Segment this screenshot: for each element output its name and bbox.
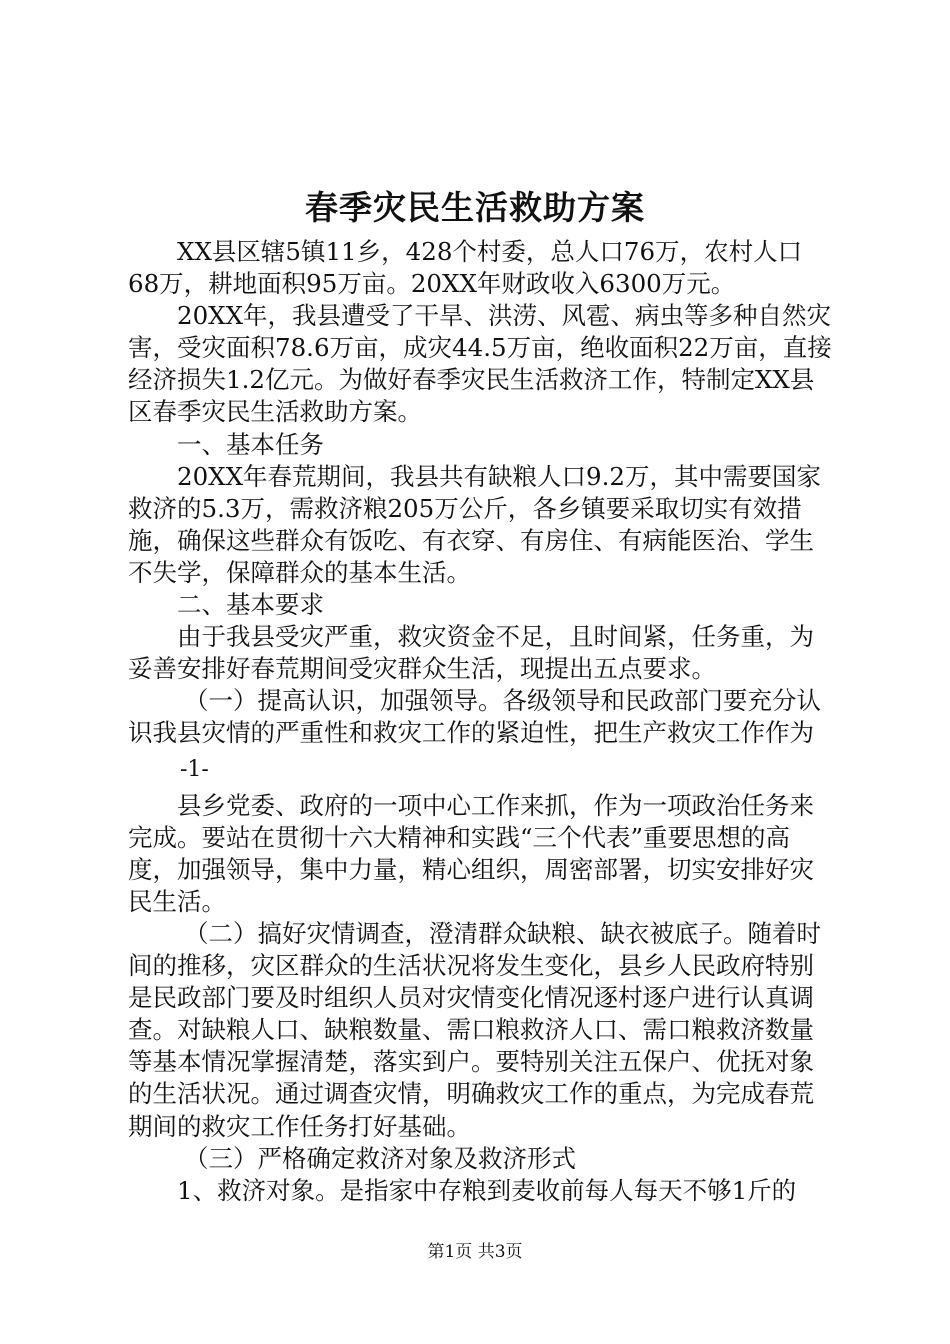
paragraph-basic-tasks: 20XX年春荒期间，我县共有缺粮人口9.2万，其中需要国家救济的5.3万，需救济粮205万公斤，各乡镇要采取切实有效措施，确保这些群众有饭吃、有衣穿、有房住、有病能医治、学生不失学，保障群众的基本生活。 [128,461,822,587]
paragraph-relief-targets: 1、救济对象。是指家中存粮到麦收前每人每天不够1斤的 [177,1175,797,1205]
paragraph-requirement-1-cont: 县乡党委、政府的一项中心工作来抓，作为一项政治任务来完成。要站在贯彻十六大精神和实践“三个代表”重要思想的高度，加强领导，集中力量，精心组织，周密部署，切实安排好灾民生活。 [128,790,814,916]
paragraph-requirement-1: （一）提高认识，加强领导。各级领导和民政部门要充分认识我县灾情的严重性和救灾工作的紧迫性，把生产救灾工作作为 [128,686,821,748]
page-footer: 第1页 共3页 [427,1242,523,1262]
heading-basic-tasks: 一、基本任务 [177,429,324,459]
heading-basic-requirements: 二、基本要求 [177,590,324,620]
heading-requirement-3: （三）严格确定救济对象及救济形式 [184,1143,576,1173]
paragraph-disaster-summary: 20XX年，我县遭受了干旱、洪涝、风雹、病虫等多种自然灾害，受灾面积78.6万亩，成灾44.5万亩，绝收面积22万亩，直接经济损失1.2亿元。为做好春季灾民生活救济工作，特制定XX县区春季灾民生活救助方案。 [128,301,832,427]
document-title: 春季灾民生活救助方案 [305,188,645,227]
document-body [128,236,833,1207]
paragraph-requirement-2: （二）搞好灾情调查，澄清群众缺粮、缺衣被底子。随着时间的推移，灾区群众的生活状况将发生变化，县乡人民政府特别是民政部门要及时组织人员对灾情变化情况逐村逐户进行认真调查。对缺粮人口、缺粮数量、需口粮救济人口、需口粮救济数量等基本情况掌握清楚，落实到户。要特别关注五保户、优抚对象的生活状况。通过调查灾情，明确救灾工作的重点，为完成春荒期间的救灾工作任务打好基础。 [128,918,821,1141]
paragraph-requirements-intro: 由于我县受灾严重，救灾资金不足，且时间紧，任务重，为妥善安排好春荒期间受灾群众生活，现提出五点要求。 [128,622,814,684]
paragraph-overview: XX县区辖5镇11乡，428个村委，总人口76万，农村人口68万，耕地面积95万亩。20XX年财政收入6300万元。 [128,237,803,299]
inline-page-number: -1- [180,756,209,782]
